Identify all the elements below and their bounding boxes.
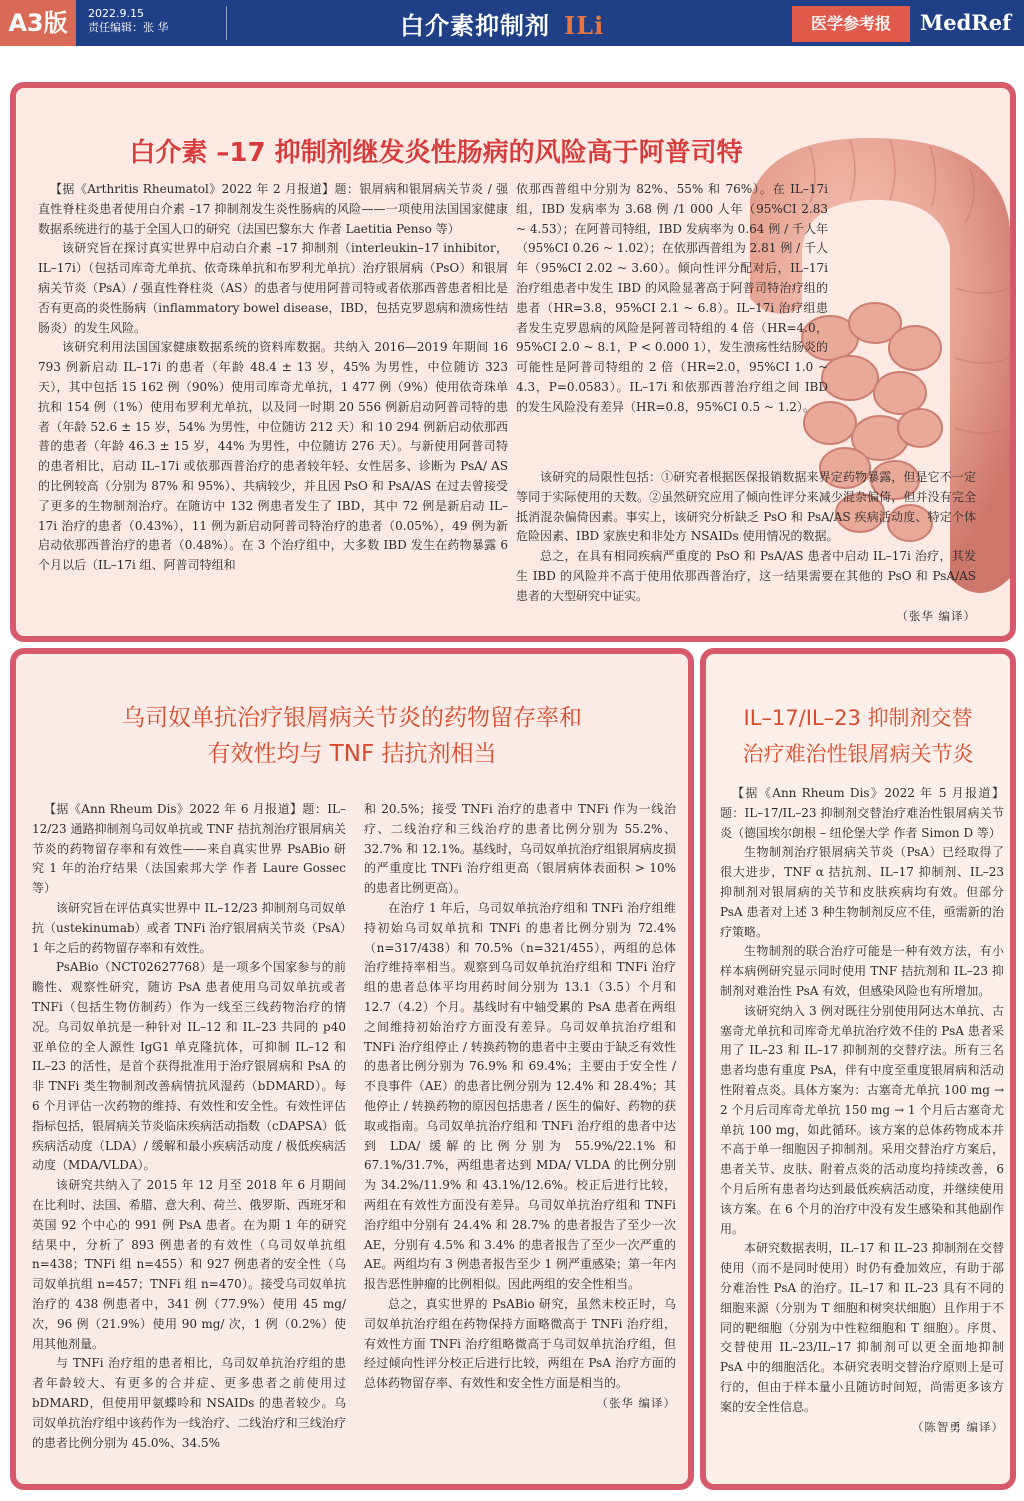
section-title-latin: ILi (564, 11, 605, 40)
translator-credit: （陈智勇 编译） (911, 1419, 1004, 1434)
article-paragraph: 该研究旨在评估真实世界中 IL–12/23 抑制剂乌司奴单抗（ustekinumab）或者 TNFi 治疗银屑病关节炎（PsA）1 年之后的药物留存率和有效性。 (32, 900, 346, 955)
header-divider (226, 6, 227, 40)
brand-logo: MedRef (920, 10, 1012, 35)
article-lead: 【据《Ann Rheum Dis》2022 年 5 月报道】题：IL–17/IL–23 抑制剂交替治疗难治性银屑病关节炎（德国埃尔朗根 – 纽伦堡大学 作者 Simon D 等） (720, 786, 1004, 840)
section-title-text: 白介素抑制剂 (400, 11, 550, 40)
article-column-left (32, 800, 346, 1453)
article-title: 白介素 –17 抑制剂继发炎性肠病的风险高于阿普司特 (129, 138, 743, 168)
issue-date: 2022.9.15 (88, 7, 144, 20)
header-meta (88, 7, 169, 35)
article-column-left (38, 180, 508, 576)
article-paragraph: 该研究旨在探讨真实世界中启动白介素 –17 抑制剂（interleukin–17 inhibitor，IL–17i）（包括司库奇尤单抗、依奇珠单抗和布罗利尤单抗）治疗银屑病（PsO）和银屑病关节炎（PsA）/ 强直性脊柱炎（AS）的患者与使用阿普司特或者依那西普患者相比是否有更高的炎性肠病（inflammatory bowel disease，IBD，包括克罗恩病和溃疡性结肠炎）的发生风险。 (38, 241, 508, 335)
article-paragraph: 与 TNFi 治疗组的患者相比，乌司奴单抗治疗组的患者年龄较大、有更多的合并症、更多患者之前使用过 bDMARD，但使用甲氨蝶呤和 NSAIDs 的患者较少。乌司奴单抗治疗组中该药作为一线治疗、二线治疗和三线治疗的患者比例分别为 45.0%、34.5% (32, 1356, 346, 1450)
title-line: 有效性均与 TNF 拮抗剂相当 (207, 741, 497, 767)
article-column-right (516, 180, 828, 418)
edition-badge: A3版 (0, 0, 76, 46)
page-header (0, 0, 1024, 46)
article-paragraph: 总之，真实世界的 PsABio 研究，虽然未校正时，乌司奴单抗治疗组在药物保持方面略微高于 TNFi 治疗组，有效性方面 TNFi 治疗组略微高于乌司奴单抗治疗组，但经过倾向性评分校正后进行比较，两组在 PsA 治疗方面的总体药物留存率、有效性和安全性方面是相当的。 (364, 1296, 676, 1391)
editor-credit: 责任编辑：张 华 (88, 21, 169, 34)
article-lead: 【据《Ann Rheum Dis》2022 年 6 月报道】题：IL–12/23 通路抑制剂乌司奴单抗或 TNF 拮抗剂治疗银屑病关节炎的药物留存率和有效性——来自真实世界 PsABio 研究 1 年的治疗结果（法国索邦大学 作者 Laure Gossec 等） (32, 802, 346, 896)
article-ustekinumab (10, 648, 694, 1490)
article-title (706, 700, 1010, 772)
article-paragraph: 生物制剂的联合治疗可能是一种有效方法，有小样本病例研究显示同时使用 TNF 拮抗剂和 IL–23 抑制剂对难治性 PsA 有效，但感染风险也有所增加。 (720, 944, 1004, 998)
article-paragraph: PsABio（NCT02627768）是一项多个国家参与的前瞻性、观察性研究，随访 PsA 患者使用乌司奴单抗或者 TNFi（包括生物仿制药）作为一线至三线药物治疗的情况。乌司奴单抗是一种针对 IL–12 和 IL–23 共同的 p40 亚单位的全人源性 IgG1 单克隆抗体，可抑制 IL–12 和 IL–23 的活性，是首个获得批准用于治疗银屑病和 PsA 的非 TNFi 类生物制剂改善病情抗风湿药（bDMARD）。每 6 个月评估一次药物的维持、有效性和安全性。有效性评估指标包括，银屑病关节炎临床疾病活动指数（cDAPSA）低疾病活动度（LDA）/ 缓解和最小疾病活动度 / 极低疾病活动度（MDA/VLDA）。 (32, 960, 346, 1173)
article-paragraph: 生物制剂治疗银屑病关节炎（PsA）已经取得了很大进步，TNF α 拮抗剂、IL–17 抑制剂、IL–23 抑制剂对银屑病的关节和皮肤疾病均有效。但部分 PsA 患者对上述 3 种生物制剂反应不佳，亟需新的治疗策略。 (720, 845, 1004, 939)
article-lead: 【据《Arthritis Rheumatol》2022 年 2 月报道】题：银屑病和银屑病关节炎 / 强直性脊柱炎患者使用白介素 –17 抑制剂发生炎性肠病的风险——一项使用法国国家健康数据系统进行的基于全国人口的研究（法国巴黎东大 作者 Laetitia Penso 等） (38, 182, 508, 236)
article-paragraph: 该研究利用法国国家健康数据系统的资料库数据。共纳入 2016—2019 年期间 16 793 例新启动 IL–17i 的患者（年龄 48.4 ± 13 岁，45% 为男性，中位随访 323 天），其中包括 15 162 例（90%）使用司库奇尤单抗，1 477 例（9%）使用依奇珠单抗和 154 例（1%）使用布罗利尤单抗，以及同一时期 20 556 例新启动阿普司特的患者（年龄 52.6 ± 15 岁，54% 为男性，中位随访 212 天）和 10 294 例新启动依那西普的患者（年龄 46.3 ± 15 岁，44% 为男性，中位随访 276 天）。与新使用阿普司特的患者相比，启动 IL–17i 或依那西普治疗的患者较年轻、女性居多、诊断为 PsA/ AS 的比例较高（分别为 87% 和 95%）、共病较少，并且因 PsO 和 PsA/AS 在过去曾接受了更多的生物制剂治疗。在随访中 132 例患者发生了 IBD，其中 72 例是新启动 IL–17i 治疗的患者（0.43%），11 例为新启动阿普司特治疗的患者（0.05%），49 例为新启动依那西普治疗的患者（0.48%）。在 3 个治疗组中，大多数 IBD 发生在药物暴露 6 个月以后（IL–17i 组、阿普司特组和 (38, 340, 508, 573)
article-paragraph: 在治疗 1 年后，乌司奴单抗治疗组和 TNFi 治疗组维持初始乌司奴单抗和 TNFi 的患者比例分别为 72.4%（n=317/438）和 70.5%（n=321/455），两组的总体治疗维持率相当。观察到乌司奴单抗治疗组和 TNFi 治疗组的患者总体平均用药时间分别为 13.1（3.5）个月和 12.7（4.2）个月。基线时有中轴受累的 PsA 患者在两组之间维持初始治疗方面没有差异。乌司奴单抗治疗组和 TNFi 治疗组停止 / 转换药物的患者中主要由于缺乏有效性的患者比例分别为 76.9% 和 69.4%；主要由于安全性 / 不良事件（AE）的患者比例分别为 12.4% 和 28.4%；其他停止 / 转换药物的原因包括患者 / 医生的偏好、药物的获取或指南。乌司奴单抗治疗组和 TNFi 治疗组的患者中达到 LDA/ 缓解的比例分别为 55.9%/22.1% 和 67.1%/31.7%，两组患者达到 MDA/ VLDA 的比例分别为 34.2%/11.9% 和 43.1%/12.6%。校正后进行比较，两组在有效性方面没有差异。乌司奴单抗治疗组和 TNFi 治疗组中分别有 24.4% 和 28.7% 的患者报告了至少一次 AE，分别有 4.5% 和 3.4% 的患者报告了至少一次严重的 AE。两组均有 3 例患者报告至少 1 例严重感染；第一年内报告恶性肿瘤的比例相似。因此两组的安全性相当。 (364, 900, 676, 1292)
article-column-bottom (516, 468, 976, 626)
article-paragraph: 和 20.5%；接受 TNFi 治疗的患者中 TNFi 作为一线治疗、二线治疗和三线治疗的患者比例分别为 55.2%、32.7% 和 12.1%。基线时，乌司奴单抗治疗组银屑病皮损的严重度比 TNFi 治疗组更高（银屑病体表面积 > 10% 的患者比例更高）。 (364, 802, 676, 896)
article-paragraph: 依那西普组中分别为 82%、55% 和 76%）。在 IL–17i 组，IBD 发病率为 3.68 例 /1 000 人年（95%CI 2.83 ~ 4.53）；在阿普司特组，IBD 发病率为 0.64 例 / 千人年（95%CI 0.26 ~ 1.02）；在依那西普组为 2.81 例 / 千人年（95%CI 2.02 ~ 3.60）。倾向性评分配对后，IL–17i 治疗组患者中发生 IBD 的风险显著高于阿普司特治疗组的患者（HR=3.8，95%CI 2.1 ~ 6.8）。IL–17i 治疗组患者发生克罗恩病的风险是阿普司特组的 4 倍（HR=4.0，95%CI 2.0 ~ 8.1，P < 0.000 1），发生溃疡性结肠炎的可能性是阿普司特组的 2 倍（HR=2.0，95%CI 1.0 ~ 4.3，P=0.0583）。IL–17i 和依那西普治疗组之间 IBD 的发生风险没有差异（HR=0.8，95%CI 0.5 ~ 1.2）。 (516, 182, 828, 414)
article-ibd-risk (10, 82, 1016, 642)
article-column-right (364, 800, 676, 1414)
article-paragraph: 总之，在具有相同疾病严重度的 PsO 和 PsA/AS 患者中启动 IL–17i 治疗，其发生 IBD 的风险并不高于使用依那西普治疗，这一结果需要在其他的 PsO 和 PsA/AS 患者的大型研究中证实。 (516, 549, 976, 603)
title-line: IL–17/IL–23 抑制剂交替 (743, 706, 973, 730)
article-paragraph: 该研究共纳入了 2015 年 12 月至 2018 年 6 月期间在比利时、法国、希腊、意大利、荷兰、俄罗斯、西班牙和英国 92 个中心的 991 例 PsA 患者。在为期 1 年的研究结果中，分析了 893 例患者的有效性（乌司奴单抗组 n=438；TNFi 组 n=455）和 927 例患者的安全性（乌司奴单抗组 n=457；TNFi 组 n=470）。接受乌司奴单抗治疗的 438 例患者中，341 例（77.9%）使用 45 mg/ 次，96 例（21.9%）使用 90 mg/ 次，1 例（0.2%）使用其他剂量。 (32, 1178, 346, 1351)
article-paragraph: 该研究纳入 3 例对既往分别使用阿达木单抗、古塞奇尤单抗和司库奇尤单抗治疗效不佳的 PsA 患者采用了 IL–23 和 IL–17 抑制剂的交替疗法。所有三名患者均患有重度 PsA，伴有中度至重度银屑病和活动性附着点炎。具体方案为：古塞奇尤单抗 100 mg → 2 个月后司库奇尤单抗 150 mg → 1 个月后古塞奇尤单抗 100 mg，如此循环。该方案的总体药物成本并不高于单一细胞因子抑制剂。采用交替治疗方案后，患者关节、皮肤、附着点炎的活动度均持续改善，6 个月后所有患者均达到最低疾病活动度，并继续使用该方案。在 6 个月的治疗中没有发生感染和其他副作用。 (720, 1003, 1004, 1236)
title-line: 治疗难治性银屑病关节炎 (742, 742, 974, 766)
section-title (400, 6, 604, 41)
translator-credit: （张华 编译） (596, 1395, 676, 1410)
title-line: 乌司奴单抗治疗银屑病关节炎的药物留存率和 (122, 705, 582, 731)
article-il17-il23-alternating (700, 648, 1016, 1490)
translator-credit: （张华 编译） (896, 608, 976, 623)
article-paragraph: 该研究的局限性包括：①研究者根据医保报销数据来界定药物暴露，但是它不一定等同于实际使用的天数。②虽然研究应用了倾向性评分来减少混杂偏倚，但并没有完全抵消混杂偏倚因素。事实上，该研究分析缺乏 PsO 和 PsA/AS 疾病活动度、特定个体危险因素、IBD 家族史和非处方 NSAIDs 使用情况的数据。 (516, 470, 976, 544)
article-column (720, 784, 1004, 1437)
article-title (16, 700, 688, 772)
journal-badge: 医学参考报 (792, 6, 910, 42)
article-paragraph: 本研究数据表明，IL–17 和 IL–23 抑制剂在交替使用（而不是同时使用）时仍有叠加效应，有助于部分难治性 PsA 的治疗。IL–17 和 IL–23 具有不同的细胞来源（分别为 T 细胞和树突状细胞）且作用于不同的靶细胞（分别为中性粒细胞和 T 细胞）。序贯、交替使用 IL–23/IL–17 抑制剂可以更全面地抑制 PsA 中的细胞活化。本研究表明交替治疗原则上是可行的，但由于样本量小且随访时间短，尚需更多该方案的安全性信息。 (720, 1241, 1004, 1414)
